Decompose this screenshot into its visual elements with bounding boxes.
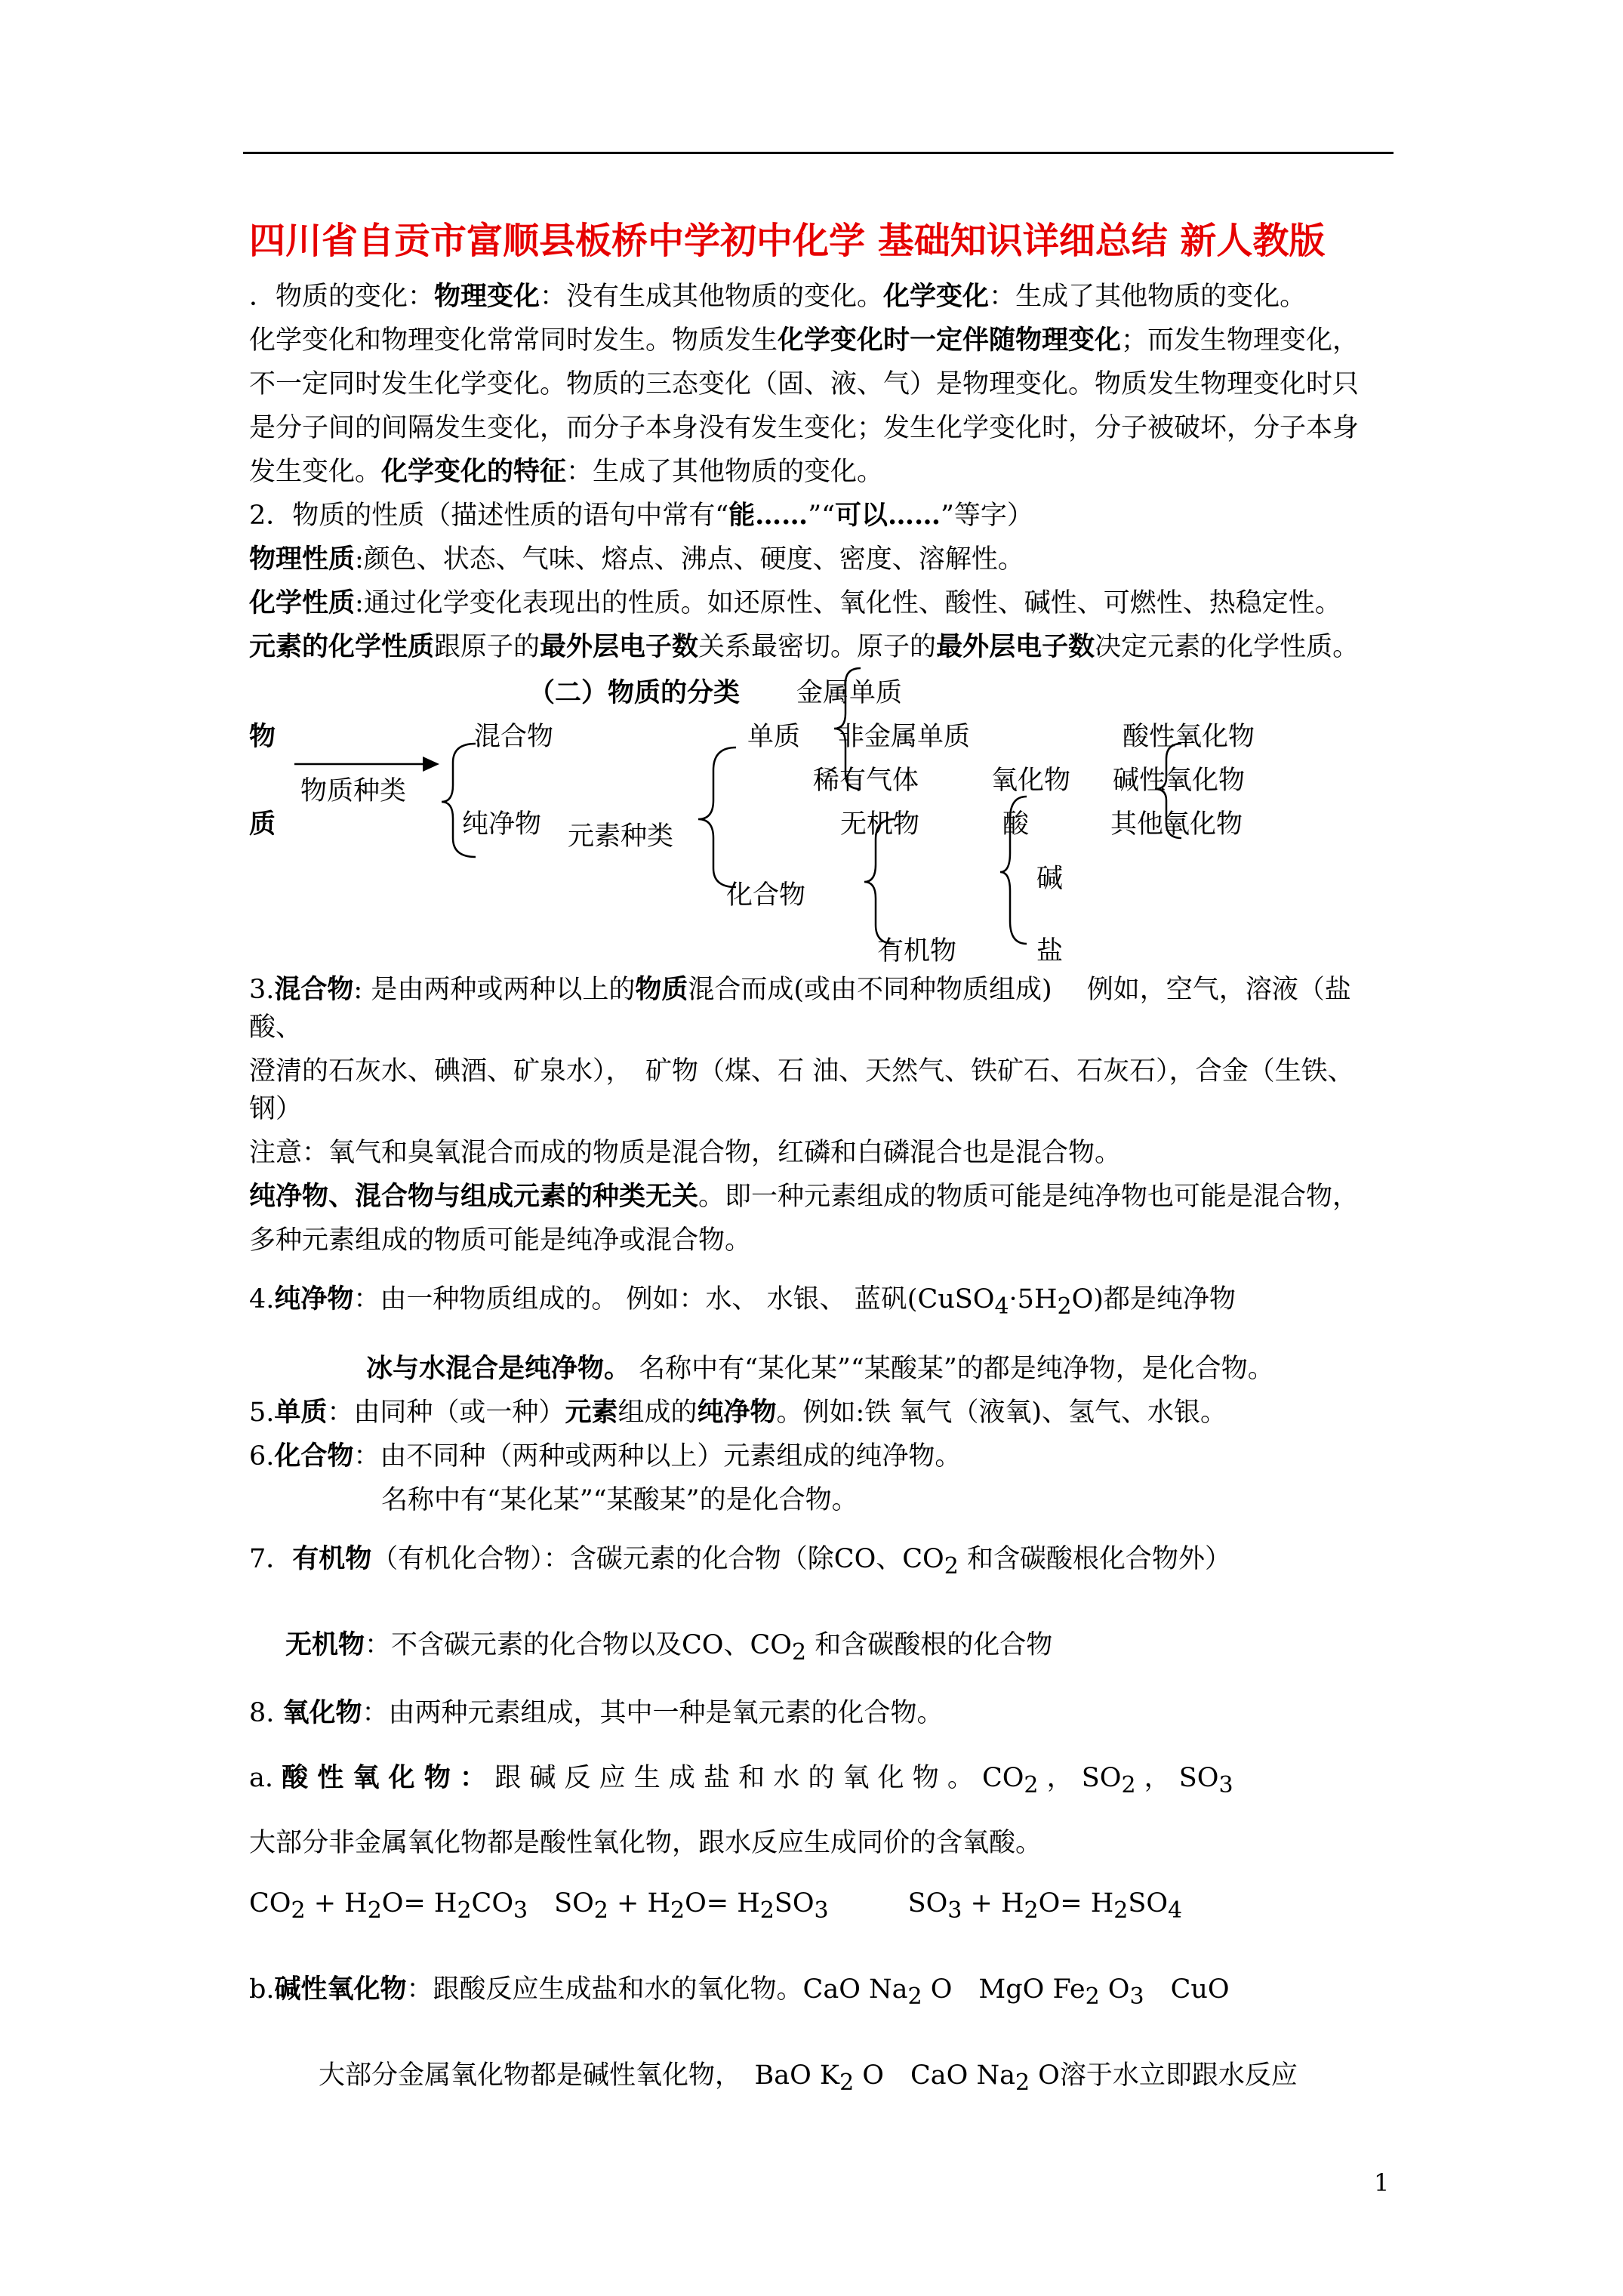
text: 和含碳酸根的化合物 [806,1630,1053,1660]
text: 和含碳酸根化合物外） [958,1544,1231,1574]
text: O= H [1038,1888,1114,1918]
subscript: 2 [367,1897,382,1924]
node-compound: 化合物 [726,880,806,911]
node-salt: 盐 [1036,936,1064,966]
s3-line7: 多种元素组成的物质可能是纯净或混合物。 [249,1225,752,1256]
text: ：由同种（或一种） [327,1398,565,1428]
s3-line3: 澄清的石灰水、碘酒、矿泉水）， 矿物（煤、石 油、天然气、铁矿石、石灰石），合金（生铁、 [249,1056,1354,1086]
s2-line2 [249,544,1024,575]
bold-phrase: 冰与水混合是纯净物。 [366,1353,631,1384]
text: + H [608,1888,670,1918]
s7-line2 [285,1629,1052,1666]
chemical-property-term: 化学性质 [249,587,356,618]
text: O CaO Na [854,2060,1015,2091]
s3-line1 [249,974,1351,1006]
text: SO [528,1888,594,1918]
subscript: 2 [759,1897,775,1924]
document-title: 四川省自贡市富顺县板桥中学初中化学 基础知识详细总结 新人教版 [249,220,1326,262]
subscript: 2 [1121,1772,1136,1798]
subscript: 3 [513,1897,528,1924]
page-number: 1 [1374,2168,1390,2197]
physical-property-term: 物理性质 [249,544,356,575]
subscript: 2 [1024,1897,1039,1924]
bold-phrase: 元素的化学性质 [249,631,435,662]
s3-line5: 注意：氧气和臭氧混合而成的物质是混合物，红磷和白磷混合也是混合物。 [249,1138,1122,1168]
brace-pure [698,747,736,887]
bold-phrase: 最外层电子数 [936,631,1095,662]
node-organic: 有机物 [877,936,957,966]
node-noble-gas: 稀有气体 [813,766,919,796]
s4-line2 [366,1353,1274,1385]
subscript: 2 [907,1983,922,2010]
text: a. [249,1763,282,1793]
bold-phrase: 物质 [635,974,688,1005]
subscript: 2 [1015,2069,1030,2096]
text: 。例如:铁 氧气（液氧)、氢气、水银。 [776,1398,1227,1428]
text: 5. [249,1398,275,1428]
text: 跟 碱 反 应 生 成 盐 和 水 的 氧 化 物 。 CO [486,1763,1024,1793]
text: 6. [249,1441,275,1472]
bold-phrase: 可以…… [834,500,941,531]
node-acid: 酸 [1002,809,1030,840]
text: :颜色、状态、气味、熔点、沸点、硬度、密度、溶解性。 [355,544,1024,575]
subscript: 2 [457,1897,472,1924]
s8-equations [249,1888,1182,1925]
s3-line4: 钢） [249,1094,303,1124]
text: ”“ [808,501,835,531]
subscript: 2 [291,1897,306,1924]
text: SO [774,1888,815,1918]
subscript: 2 [1057,1293,1072,1320]
node-metal-simple: 金属单质 [796,678,903,708]
s2-line1 [249,500,1033,532]
s3-line6 [249,1181,1359,1213]
node-acidic-oxide: 酸性氧化物 [1123,722,1255,752]
s8-line1 [249,1697,944,1729]
text: O MgO Fe [922,1974,1086,2005]
bold-phrase: 能…… [728,500,808,531]
text: ：生成了其他物质的变化。 [989,282,1307,312]
text: ：由不同种（两种或两种以上）元素组成的纯净物。 [353,1441,962,1472]
text: CO [249,1888,291,1918]
text: 大部分金属氧化物都是碱性氧化物， BaO K [319,2060,840,2091]
bold-phrase: 最外层电子数 [540,631,699,662]
arrow-label: 物质种类 [300,776,407,806]
subscript: 2 [670,1897,685,1924]
text: 关系最密切。原子的 [698,632,937,662]
node-simple: 单质 [747,722,801,752]
s6-line1 [249,1441,961,1472]
node-base: 碱 [1036,864,1064,894]
text: ；而发生物理变化， [1121,325,1360,356]
text: 2．物质的性质（描述性质的语句中常有“ [249,501,729,531]
element-kind-label: 元素种类 [568,821,674,852]
s8-basic-line [249,1974,1230,2011]
node-other-oxide: 其他氧化物 [1110,809,1243,840]
text: 。即一种元素组成的物质可能是纯净物也可能是混合物， [698,1182,1360,1212]
subscript: 2 [593,1897,608,1924]
text: 跟原子的 [434,632,540,662]
inorganic-term: 无机物 [285,1629,365,1660]
subscript: 2 [791,1639,807,1666]
s1-line2 [249,325,1359,356]
subscript: 2 [839,2069,855,2096]
text: 混合而成(或由不同种物质组成) 例如，空气，溶液（盐 [688,975,1351,1005]
text: 名称中有“某化某”“某酸某”的都是纯净物，是化合物。 [630,1354,1274,1384]
text: : 是由两种或两种以上的 [353,975,636,1005]
arrow-head [423,757,439,772]
text: ·5H [1009,1284,1058,1314]
text: ：跟酸反应生成盐和水的氧化物。CaO Na [406,1974,908,2005]
subscript: 4 [994,1293,1009,1320]
pure-term: 纯净物 [274,1284,354,1314]
s2-line3 [249,587,1341,619]
text: ， SO [1135,1763,1219,1793]
text: O [1099,1974,1130,2005]
text: 4. [249,1284,275,1314]
s2-line4 [249,631,1359,663]
acidic-oxide-term: 酸 性 氧 化 物 ： [282,1762,487,1793]
text: ， SO [1038,1763,1122,1793]
text: 组成的 [617,1398,698,1428]
basic-oxide-term: 碱性氧化物 [274,1974,407,2005]
header-rule [243,152,1394,154]
node-inorganic: 无机物 [840,809,920,840]
node-pure: 纯净物 [462,809,542,840]
text: + H [305,1888,368,1918]
subscript: 2 [1113,1897,1129,1924]
s1-line1 [249,281,1306,313]
s1-line4: 是分子间的间隔发生变化，而分子本身没有发生变化；发生化学变化时，分子被破坏，分子本身 [249,413,1360,443]
text: （有机化合物）：含碳元素的化合物（除CO、CO [371,1544,944,1574]
node-nonmetal-simple: 非金属单质 [838,722,971,752]
text: 决定元素的化学性质。 [1095,632,1360,662]
s4-line1 [249,1284,1236,1321]
chemical-change-term: 化学变化 [883,281,990,312]
subscript: 3 [1218,1772,1233,1798]
s5-line [249,1397,1227,1428]
subscript: 3 [947,1897,962,1924]
text: ：由一种物质组成的。 例如：水、 水银、 蓝矾(CuSO [353,1284,995,1314]
subscript: 2 [1024,1772,1039,1798]
subscript: 4 [1168,1897,1183,1924]
s1-line3: 不一定同时发生化学变化。物质的三态变化（固、液、气）是物理变化。物质发生物理变化时只 [249,369,1360,399]
text: O= H [685,1888,760,1918]
s8-acidic-note: 大部分非金属氧化物都是酸性氧化物，跟水反应生成同价的含氧酸。 [249,1828,1042,1858]
s8-acidic-line [249,1762,1233,1799]
organic-term: 有机物 [292,1543,372,1574]
bold-phrase: 化学变化的特征 [381,456,567,487]
bold-phrase: 元素 [565,1397,618,1428]
s7-line1 [249,1543,1231,1580]
text: ：生成了其他物质的变化。 [566,457,884,487]
node-zhi: 质 [249,809,276,840]
node-basic-oxide: 碱性氧化物 [1113,766,1246,796]
text: O)都是纯净物 [1071,1284,1236,1314]
text: ：不含碳元素的化合物以及CO、CO [365,1630,792,1660]
s3-line2: 酸、 [249,1012,303,1043]
classification-heading: （二）物质的分类 [528,677,741,708]
mixture-term: 混合物 [274,974,354,1005]
text: 7． [249,1544,293,1574]
text: O溶于水立即跟水反应 [1030,2060,1298,2091]
s1-line5 [249,456,883,488]
bold-phrase: 纯净物、混合物与组成元素的种类无关 [249,1181,699,1212]
node-oxide: 氧化物 [991,766,1071,796]
bold-phrase: 纯净物 [697,1397,777,1428]
text: O= H [381,1888,457,1918]
text: b. [249,1974,275,2005]
oxide-term: 氧化物 [282,1697,362,1728]
text: 8. [249,1698,283,1728]
simple-substance-term: 单质 [274,1397,328,1428]
subscript: 2 [1085,1983,1100,2010]
text: 发生变化。 [249,457,382,487]
node-mixture: 混合物 [474,722,554,752]
text: CuO [1144,1974,1230,2005]
text: ：没有生成其他物质的变化。 [540,282,884,312]
s8-basic-note [319,2060,1298,2097]
text: ：由两种元素组成，其中一种是氧元素的化合物。 [362,1698,944,1728]
text: 3. [249,975,275,1005]
text: SO [1128,1888,1169,1918]
text: SO [828,1888,948,1918]
node-wu: 物 [249,721,276,752]
s6-line2: 名称中有“某化某”“某酸某”的是化合物。 [381,1485,858,1515]
subscript: 3 [1129,1983,1144,2010]
bold-phrase: 化学变化时一定伴随物理变化 [778,325,1122,356]
subscript: 2 [944,1553,959,1579]
compound-term: 化合物 [274,1441,354,1472]
text: ．物质的变化： [249,282,435,312]
subscript: 3 [814,1897,829,1924]
text: :通过化学变化表现出的性质。如还原性、氧化性、酸性、碱性、可燃性、热稳定性。 [355,588,1341,618]
text: 化学变化和物理变化常常同时发生。物质发生 [249,325,778,356]
text: ”等字） [941,501,1033,531]
text: + H [962,1888,1024,1918]
text: CO [471,1888,514,1918]
physical-change-term: 物理变化 [434,281,540,312]
